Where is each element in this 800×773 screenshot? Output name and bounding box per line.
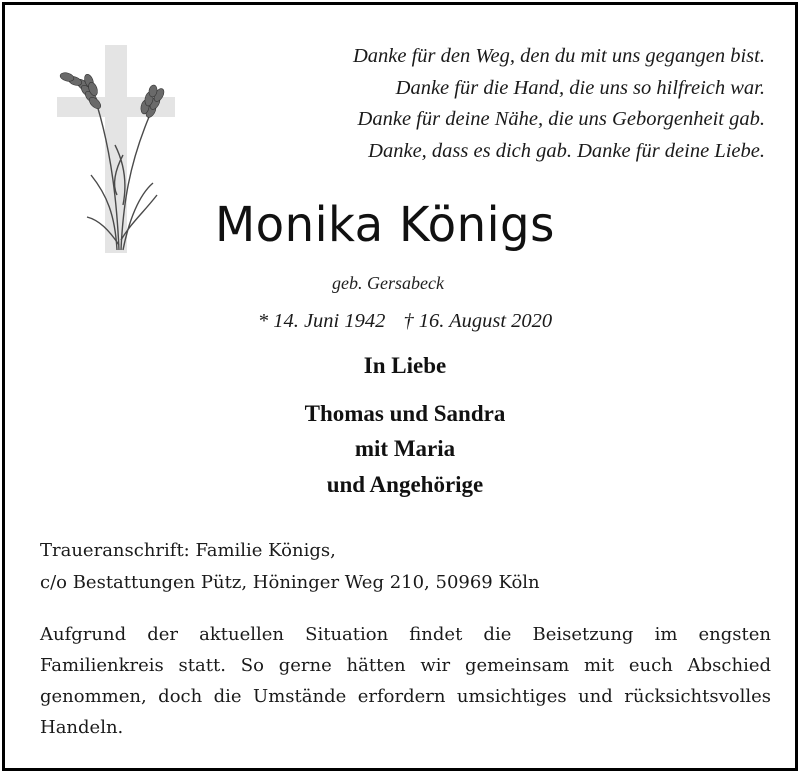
deceased-name: Monika Königs [215,197,555,253]
poem-line: Danke für den Weg, den du mit uns gegangen bist. [352,45,765,67]
cross-icon [57,45,175,253]
mourner-line: und Angehörige [326,472,484,497]
poem-line: Danke für die Hand, die uns so hilfreich war. [395,76,765,99]
address-line: c/o Bestattungen Pütz, Höninger Weg 210, 50969 Köln [40,571,540,593]
funeral-notice: Aufgrund der aktuellen Situation findet die Beisetzung im engsten Familienkreis statt. So gerne hätten wir gemeinsam mit euch Abschied genommen, doch die Umstände erfordern umsichtiges und rücksichtsvolles Handeln. [40,624,771,738]
mourning-address [40,535,780,598]
closing-phrase: In Liebe [363,353,447,378]
poem-line: Danke, dass es dich gab. Danke für deine Liebe. [368,139,765,162]
address-line: Traueranschrift: Familie Königs, [40,540,336,561]
mourner-line: mit Maria [354,436,456,461]
cross-with-wheat-icon [57,45,177,255]
poem [205,41,765,167]
mourner-line: Thomas und Sandra [304,401,506,426]
death-date: † 16. August 2020 [403,310,553,332]
birth-date: * 14. Juni 1942 [257,310,386,332]
poem-line: Danke für deine Nähe, die uns Geborgenheit gab. [357,108,765,130]
obituary-card [2,2,798,771]
life-dates [5,310,800,333]
birth-name: geb. Gersabeck [332,273,444,293]
